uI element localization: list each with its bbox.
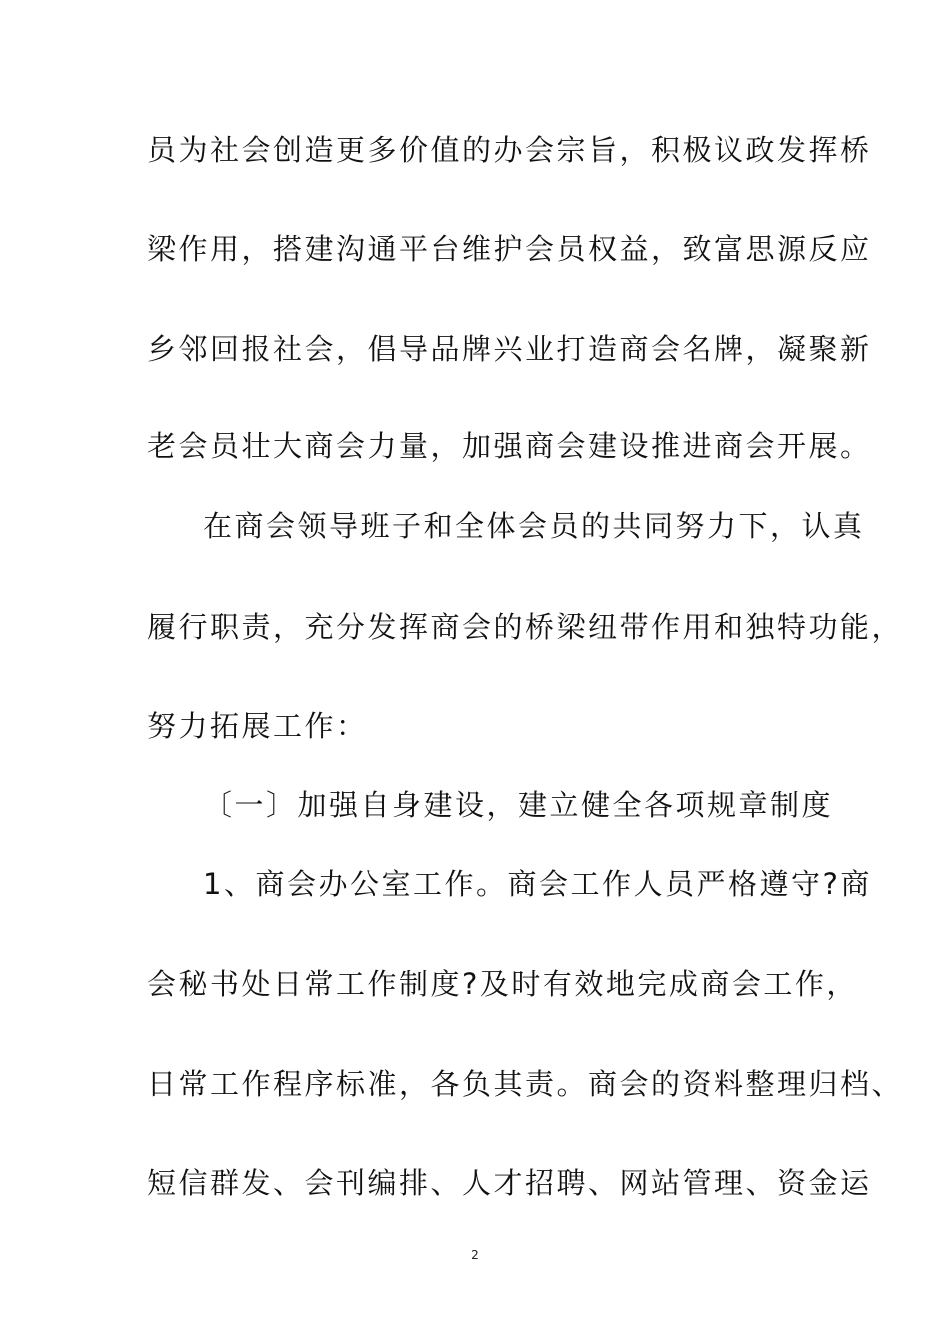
- body-text-line: 老会员壮大商会力量，加强商会建设推进商会开展。: [147, 429, 872, 463]
- body-text-line: 员为社会创造更多价值的办会宗旨，积极议政发挥桥: [147, 133, 872, 167]
- body-text-line: 日常工作程序标准，各负其责。商会的资料整理归档、: [147, 1067, 904, 1101]
- paragraph-first-line: 在商会领导班子和全体会员的共同努力下，认真: [203, 509, 865, 543]
- body-text-line: 短信群发、会刊编排、人才招聘、网站管理、资金运: [147, 1166, 872, 1200]
- body-text-line: 努力拓展工作：: [147, 709, 368, 743]
- section-heading: 〔一〕加强自身建设，建立健全各项规章制度: [203, 788, 834, 822]
- body-text-line: 履行职责，充分发挥商会的桥梁纽带作用和独特功能，: [147, 610, 904, 644]
- page-number: 2: [471, 1248, 479, 1262]
- paragraph-first-line: 1、商会办公室工作。商会工作人员严格遵守?商: [203, 867, 872, 901]
- body-text-line: 会秘书处日常工作制度?及时有效地完成商会工作，: [147, 967, 858, 1001]
- body-text-line: 梁作用，搭建沟通平台维护会员权益，致富思源反应: [147, 232, 872, 266]
- body-text-line: 乡邻回报社会，倡导品牌兴业打造商会名牌，凝聚新: [147, 332, 872, 366]
